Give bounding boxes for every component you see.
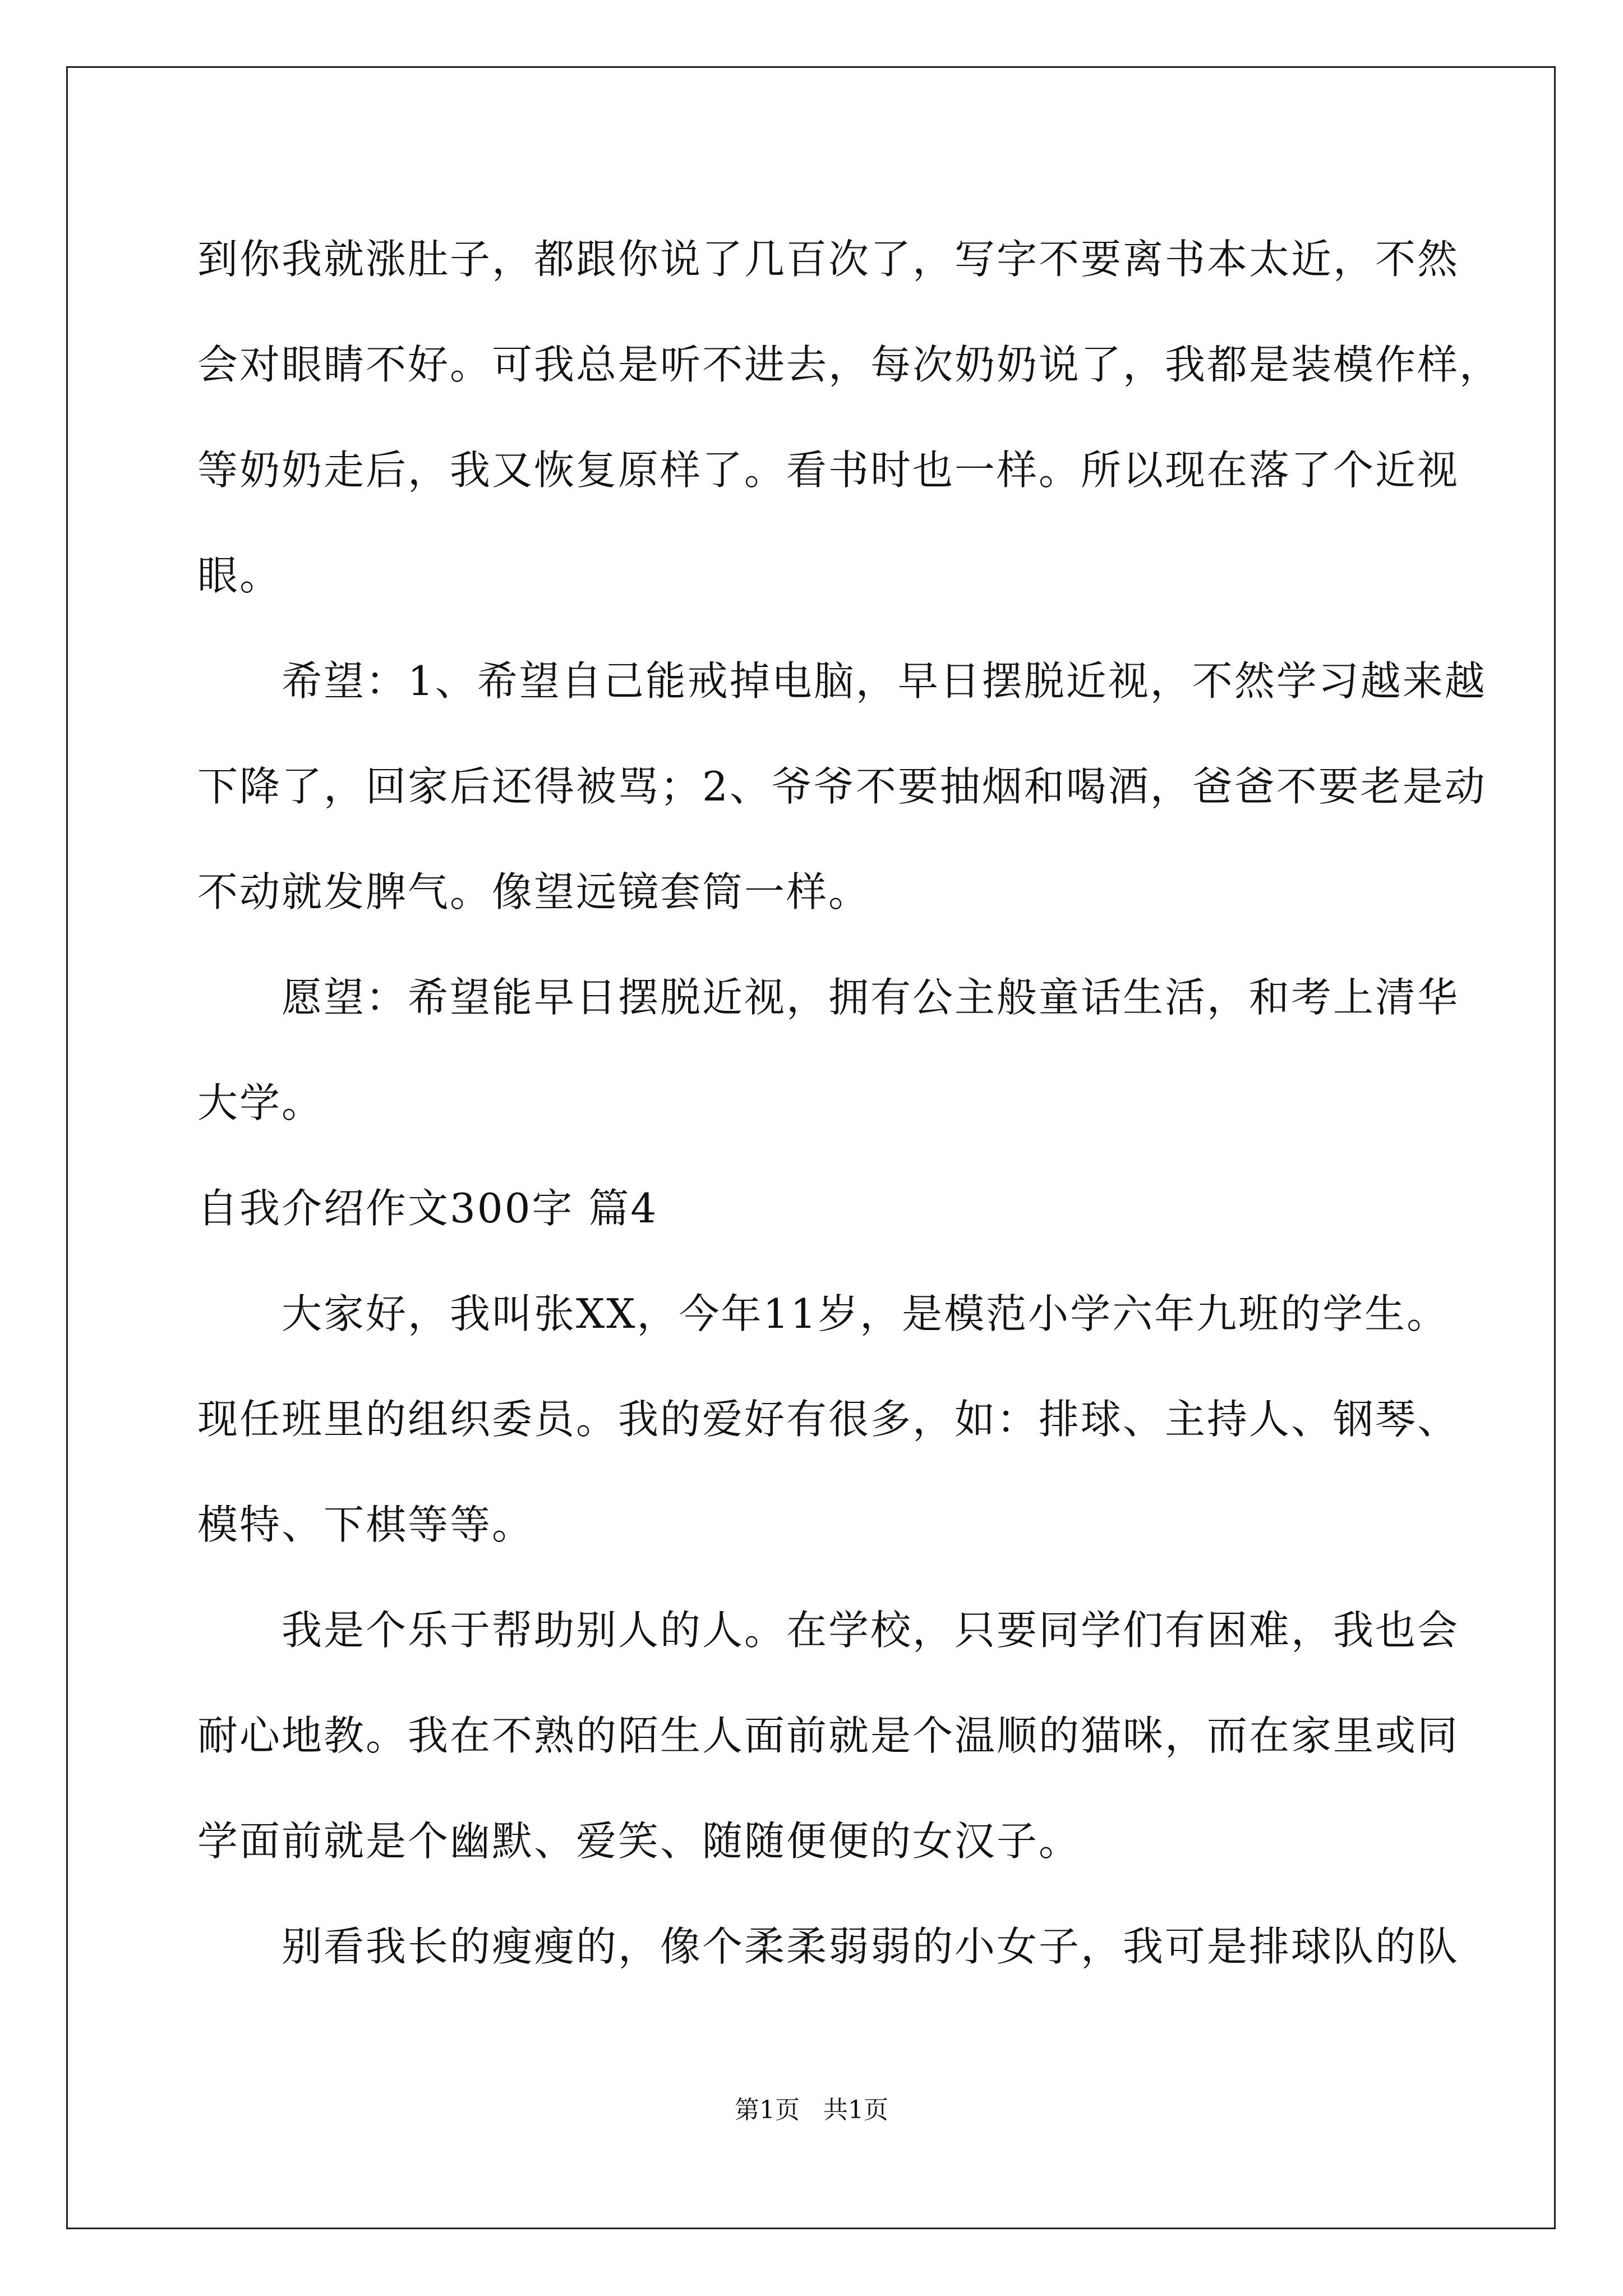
text-line: 等奶奶走后，我又恢复原样了。看书时也一样。所以现在落了个近视	[197, 447, 1460, 494]
document-body	[197, 206, 1502, 1999]
paragraph-start-line: 愿望：希望能早日摆脱近视，拥有公主般童话生活，和考上清华	[282, 974, 1460, 1021]
paragraph-start-line: 别看我长的瘦瘦的，像个柔柔弱弱的小女子，我可是排球队的队	[282, 1923, 1460, 1970]
section-heading: 自我介绍作文300字 篇4	[197, 1185, 658, 1232]
text-line: 耐心地教。我在不熟的陌生人面前就是个温顺的猫咪，而在家里或同	[197, 1712, 1460, 1759]
paragraph-start-line: 希望：1、希望自己能戒掉电脑，早日摆脱近视，不然学习越来越	[282, 657, 1487, 705]
paragraph-start-line: 我是个乐于帮助别人的人。在学校，只要同学们有困难，我也会	[282, 1607, 1460, 1654]
text-line: 不动就发脾气。像望远镜套筒一样。	[197, 868, 871, 915]
text-line: 到你我就涨肚子，都跟你说了几百次了，写字不要离书本太近，不然	[197, 236, 1460, 283]
text-line: 学面前就是个幽默、爱笑、随随便便的女汉子。	[197, 1818, 1081, 1865]
text-line: 大学。	[197, 1079, 324, 1126]
text-line: 会对眼睛不好。可我总是听不进去，每次奶奶说了，我都是装模作样，	[197, 341, 1502, 388]
paragraph-start-line: 大家好，我叫张XX，今年11岁，是模范小学六年九班的学生。	[282, 1290, 1449, 1337]
page-number-footer: 第1页 共1页	[735, 2096, 888, 2124]
text-line: 眼。	[197, 552, 282, 599]
text-line: 现任班里的组织委员。我的爱好有很多，如：排球、主持人、钢琴、	[197, 1396, 1460, 1443]
text-line: 下降了，回家后还得被骂；2、爷爷不要抽烟和喝酒，爸爸不要老是动	[197, 763, 1487, 810]
text-line: 模特、下棋等等。	[197, 1501, 534, 1548]
